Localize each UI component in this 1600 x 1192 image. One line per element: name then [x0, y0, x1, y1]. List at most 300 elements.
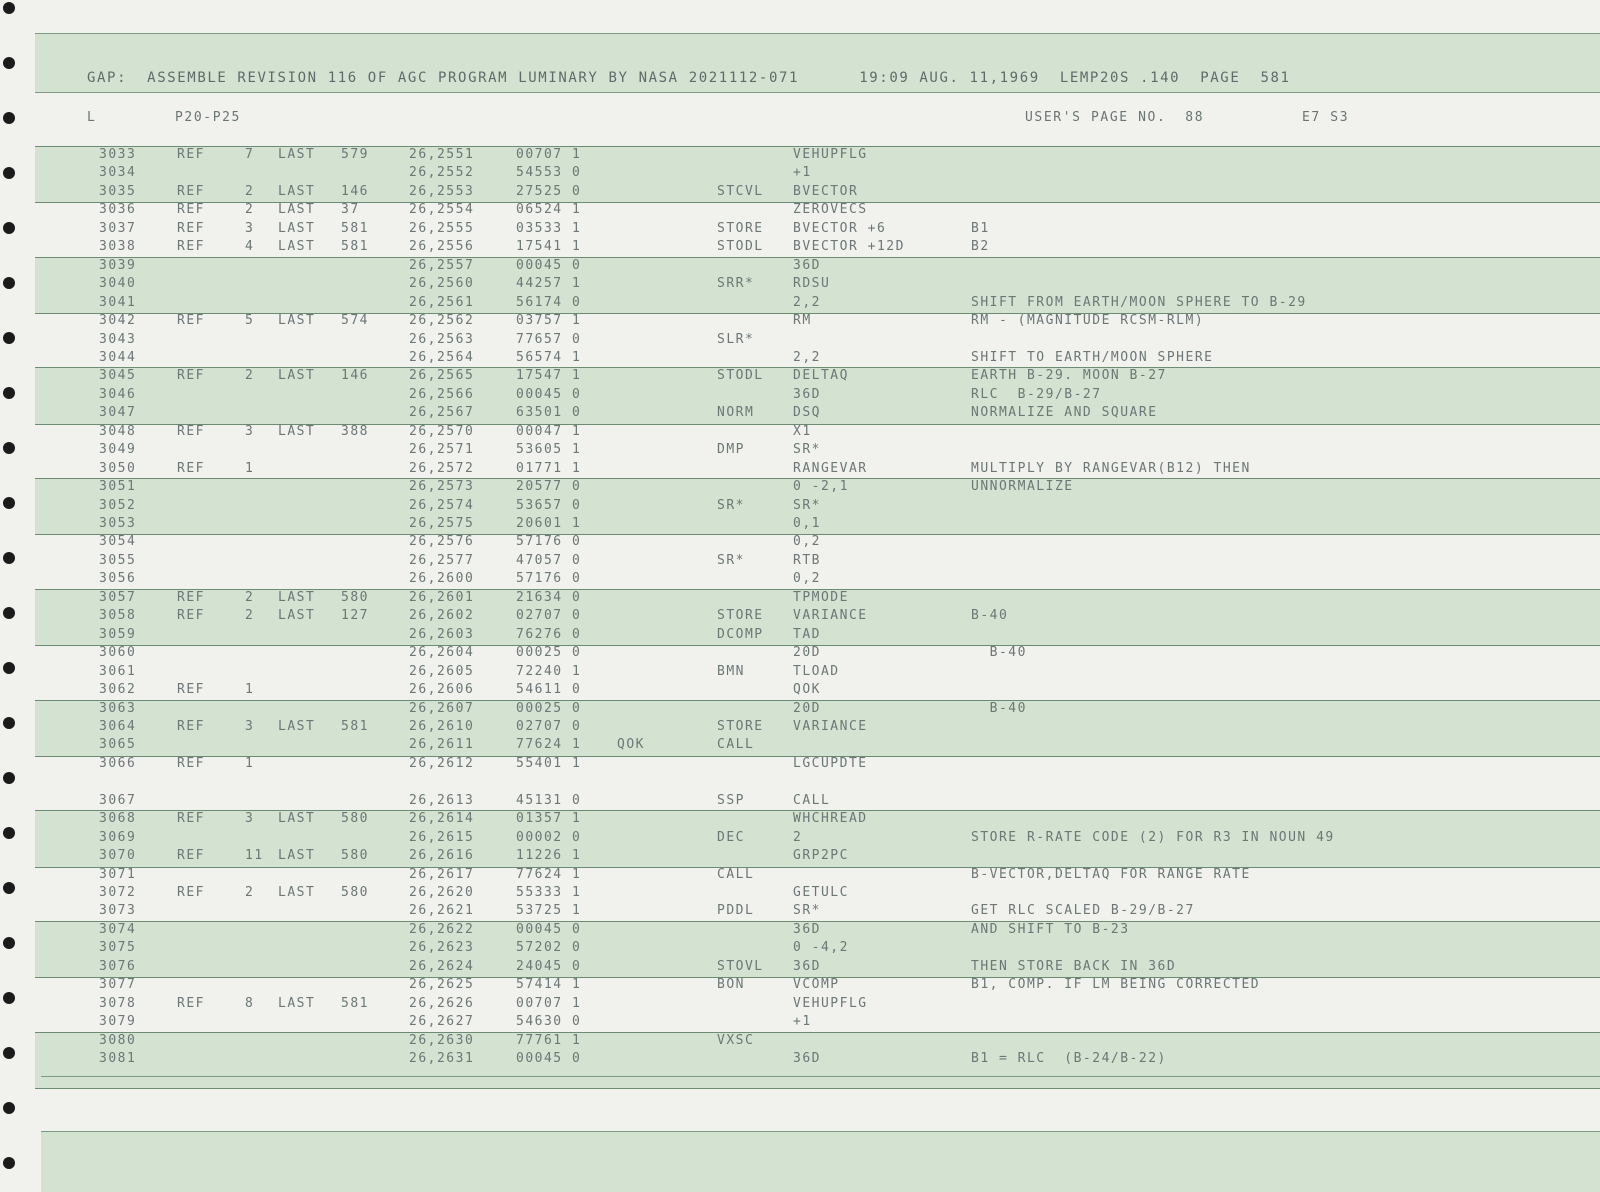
cell-ref: REF [177, 423, 205, 439]
cell-num: 3033 [99, 147, 137, 162]
cell-lastn: 580 [341, 848, 369, 864]
cell-num: 3044 [99, 349, 137, 365]
cell-addr: 26,2554 [409, 202, 475, 218]
cell-opnd: VEHUPFLG [793, 147, 868, 162]
cell-num: 3038 [99, 239, 137, 255]
cell-opnd: CALL [793, 792, 831, 808]
cell-opnd: TAD [793, 626, 821, 642]
cell-ref: REF [177, 220, 205, 236]
listing-row [35, 258, 1600, 276]
cell-lastn: 146 [341, 183, 369, 199]
cell-op: BON [717, 977, 745, 993]
listing-row [35, 221, 1600, 239]
cell-word: 20577 0 [516, 479, 582, 495]
cell-word: 53657 0 [516, 497, 582, 513]
cell-addr: 26,2611 [409, 737, 475, 753]
cell-addr: 26,2566 [409, 386, 475, 402]
cell-addr: 26,2614 [409, 811, 475, 827]
bottom-rule [41, 1076, 1600, 1077]
cell-last: LAST [278, 718, 316, 734]
feed-hole [3, 387, 15, 399]
cell-ref: REF [177, 147, 205, 162]
cell-op: DEC [717, 829, 745, 845]
cell-num: 3080 [99, 1032, 137, 1048]
cell-opnd: 2 [793, 829, 803, 845]
listing-row [35, 442, 1600, 460]
cell-num: 3067 [99, 792, 137, 808]
cell-word: 01771 1 [516, 460, 582, 476]
cell-opnd: 0,2 [793, 534, 821, 550]
listing-row [35, 793, 1600, 811]
cell-num: 3071 [99, 866, 137, 882]
cell-addr: 26,2551 [409, 147, 475, 162]
cell-opnd: RANGEVAR [793, 460, 868, 476]
feed-hole [3, 1102, 15, 1114]
cell-lastn: 580 [341, 885, 369, 900]
cell-refn: 2 [245, 183, 255, 199]
feed-hole [3, 2, 15, 14]
feed-hole [3, 222, 15, 234]
cell-last: LAST [278, 202, 316, 218]
cell-num: 3053 [99, 516, 137, 531]
cell-num: 3050 [99, 460, 137, 476]
listing-row [35, 1033, 1600, 1051]
cell-op: DCOMP [717, 626, 764, 642]
cell-op: PDDL [717, 903, 755, 919]
cell-word: 02707 0 [516, 718, 582, 734]
cell-opnd: 2,2 [793, 294, 821, 310]
listing-row [35, 996, 1600, 1014]
cell-num: 3066 [99, 755, 137, 771]
listing-row [35, 276, 1600, 294]
cell-addr: 26,2612 [409, 755, 475, 771]
cell-num: 3057 [99, 589, 137, 605]
cell-refn: 1 [245, 682, 255, 698]
cell-last: LAST [278, 239, 316, 255]
feed-hole [3, 992, 15, 1004]
cell-opnd: SR* [793, 442, 821, 458]
cell-ref: REF [177, 460, 205, 476]
cell-word: 00047 1 [516, 423, 582, 439]
listing-row [35, 590, 1600, 608]
cell-opnd: 36D [793, 921, 821, 937]
header-line [87, 70, 1291, 86]
cell-opnd: 36D [793, 958, 821, 974]
cell-addr: 26,2560 [409, 276, 475, 292]
cell-addr: 26,2552 [409, 165, 475, 181]
cell-lastn: 146 [341, 368, 369, 384]
cell-word: 77624 1 [516, 737, 582, 753]
cell-lastn: 388 [341, 423, 369, 439]
cell-num: 3037 [99, 220, 137, 236]
cell-cmt: AND SHIFT TO B-23 [971, 921, 1130, 937]
cell-addr: 26,2600 [409, 571, 475, 587]
feed-hole [3, 57, 15, 69]
listing-row [35, 165, 1600, 183]
cell-num: 3070 [99, 848, 137, 864]
cell-last: LAST [278, 848, 316, 864]
cell-addr: 26,2616 [409, 848, 475, 864]
cell-word: 45131 0 [516, 792, 582, 808]
listing-row [35, 295, 1600, 313]
cell-num: 3049 [99, 442, 137, 458]
cell-word: 57414 1 [516, 977, 582, 993]
cell-refn: 2 [245, 608, 255, 624]
cell-word: 02707 0 [516, 608, 582, 624]
cell-num: 3059 [99, 626, 137, 642]
cell-word: 53605 1 [516, 442, 582, 458]
cell-refn: 3 [245, 423, 255, 439]
cell-ref: REF [177, 183, 205, 199]
cell-ref: REF [177, 368, 205, 384]
cell-cmt: B1 = RLC (B-24/B-22) [971, 1051, 1167, 1067]
listing-row [35, 461, 1600, 479]
cell-word: 00045 0 [516, 257, 582, 273]
cell-word: 00707 1 [516, 995, 582, 1011]
feed-hole [3, 1047, 15, 1059]
cell-lastn: 581 [341, 995, 369, 1011]
cell-ref: REF [177, 608, 205, 624]
listing-row [35, 756, 1600, 774]
cell-addr: 26,2610 [409, 718, 475, 734]
feed-hole [3, 552, 15, 564]
listing-row [35, 184, 1600, 202]
listing-row [35, 903, 1600, 921]
cell-word: 55333 1 [516, 885, 582, 900]
cell-num: 3075 [99, 940, 137, 956]
cell-op: NORM [717, 405, 755, 421]
cell-op: STODL [717, 239, 764, 255]
feed-hole [3, 1157, 15, 1169]
cell-lastn: 580 [341, 589, 369, 605]
cell-op: STORE [717, 220, 764, 236]
header-title: GAP: ASSEMBLE REVISION 116 OF AGC PROGRAM LUMINARY BY NASA 2021112-071 [87, 70, 800, 86]
cell-lastn: 581 [341, 239, 369, 255]
cell-refn: 7 [245, 147, 255, 162]
cell-num: 3034 [99, 165, 137, 181]
listing-row [35, 387, 1600, 405]
cell-ref: REF [177, 755, 205, 771]
cell-addr: 26,2557 [409, 257, 475, 273]
cell-addr: 26,2631 [409, 1051, 475, 1067]
listing-row [35, 332, 1600, 350]
cell-num: 3046 [99, 386, 137, 402]
cell-num: 3061 [99, 663, 137, 679]
header-job: LEMP20S .140 [1059, 70, 1181, 86]
cell-opnd: 20D [793, 645, 821, 661]
tractor-feed-holes [0, 0, 28, 1190]
cell-num: 3035 [99, 183, 137, 199]
cell-opnd: +1 [793, 165, 812, 181]
cell-num: 3077 [99, 977, 137, 993]
cell-word: 47057 0 [516, 552, 582, 568]
cell-word: 77761 1 [516, 1032, 582, 1048]
cell-lastn: 37 [341, 202, 360, 218]
cell-addr: 26,2571 [409, 442, 475, 458]
cell-opnd: 0 -2,1 [793, 479, 849, 495]
users-page-number: 88 [1185, 110, 1205, 125]
listing-row [35, 239, 1600, 257]
users-page [1025, 110, 1204, 125]
cell-addr: 26,2626 [409, 995, 475, 1011]
cell-addr: 26,2573 [409, 479, 475, 495]
feed-hole [3, 112, 15, 124]
listing-row [35, 682, 1600, 700]
cell-op: STODL [717, 368, 764, 384]
cell-word: 00045 0 [516, 1051, 582, 1067]
cell-op: CALL [717, 737, 755, 753]
cell-addr: 26,2567 [409, 405, 475, 421]
cell-opnd: TLOAD [793, 663, 840, 679]
cell-cmt: B-40 [971, 700, 1027, 716]
listing-row [35, 479, 1600, 497]
cell-last: LAST [278, 313, 316, 329]
cell-num: 3072 [99, 885, 137, 900]
cell-ref: REF [177, 682, 205, 698]
cell-refn: 2 [245, 202, 255, 218]
cell-opnd: X1 [793, 423, 812, 439]
cell-word: 54611 0 [516, 682, 582, 698]
cell-num: 3052 [99, 497, 137, 513]
cell-word: 17547 1 [516, 368, 582, 384]
listing-row [35, 867, 1600, 885]
cell-addr: 26,2570 [409, 423, 475, 439]
listing-row [35, 313, 1600, 331]
listing-row [35, 848, 1600, 866]
feed-hole [3, 662, 15, 674]
cell-opnd: 36D [793, 257, 821, 273]
cell-last: LAST [278, 147, 316, 162]
cell-last: LAST [278, 220, 316, 236]
section-label: P20-P25 [175, 110, 241, 125]
cell-num: 3069 [99, 829, 137, 845]
feed-hole [3, 772, 15, 784]
cell-op: BMN [717, 663, 745, 679]
cell-opnd: SR* [793, 497, 821, 513]
cell-word: 44257 1 [516, 276, 582, 292]
feed-hole [3, 717, 15, 729]
feed-hole [3, 497, 15, 509]
cell-addr: 26,2563 [409, 331, 475, 347]
listing-row [35, 1051, 1600, 1069]
listing-row [35, 516, 1600, 534]
cell-lastn: 581 [341, 220, 369, 236]
cell-opnd: 0,2 [793, 571, 821, 587]
listing-row [35, 553, 1600, 571]
cell-word: 57176 0 [516, 571, 582, 587]
cell-addr: 26,2622 [409, 921, 475, 937]
cell-word: 77624 1 [516, 866, 582, 882]
listing-row [35, 922, 1600, 940]
cell-addr: 26,2613 [409, 792, 475, 808]
cell-addr: 26,2577 [409, 552, 475, 568]
cell-cmt: B-VECTOR,DELTAQ FOR RANGE RATE [971, 866, 1251, 882]
cell-refn: 2 [245, 589, 255, 605]
cell-word: 54630 0 [516, 1014, 582, 1030]
page-number: 581 [1260, 70, 1291, 86]
cell-word: 56174 0 [516, 294, 582, 310]
cell-lastn: 581 [341, 718, 369, 734]
cell-addr: 26,2553 [409, 183, 475, 199]
cell-num: 3062 [99, 682, 137, 698]
cell-addr: 26,2556 [409, 239, 475, 255]
cell-op: CALL [717, 866, 755, 882]
cell-lastn: 574 [341, 313, 369, 329]
cell-cmt: B-40 [971, 645, 1027, 661]
cell-word: 11226 1 [516, 848, 582, 864]
cell-opnd: BVECTOR +12D [793, 239, 905, 255]
listing-row [35, 830, 1600, 848]
cell-num: 3042 [99, 313, 137, 329]
feed-hole [3, 937, 15, 949]
cell-opnd: GETULC [793, 885, 849, 900]
cell-addr: 26,2561 [409, 294, 475, 310]
cell-refn: 11 [245, 848, 264, 864]
feed-hole [3, 442, 15, 454]
cell-addr: 26,2603 [409, 626, 475, 642]
listing-row [35, 959, 1600, 977]
cell-word: 00707 1 [516, 147, 582, 162]
printout-sheet [35, 0, 1600, 1190]
cell-num: 3048 [99, 423, 137, 439]
cell-num: 3065 [99, 737, 137, 753]
cell-op: SSP [717, 792, 745, 808]
cell-ref: REF [177, 885, 205, 900]
cell-refn: 2 [245, 368, 255, 384]
cell-ref: REF [177, 589, 205, 605]
cell-opnd: 36D [793, 386, 821, 402]
cell-addr: 26,2562 [409, 313, 475, 329]
cell-cmt: RLC B-29/B-27 [971, 386, 1102, 402]
cell-num: 3073 [99, 903, 137, 919]
cell-opnd: TPMODE [793, 589, 849, 605]
page-label: PAGE [1200, 70, 1241, 86]
cell-opnd: BVECTOR [793, 183, 859, 199]
cell-opnd: RDSU [793, 276, 831, 292]
listing-row [35, 405, 1600, 423]
header-timestamp: 19:09 AUG. 11,1969 [859, 70, 1040, 86]
cell-word: 20601 1 [516, 516, 582, 531]
cell-addr: 26,2621 [409, 903, 475, 919]
cell-lastn: 580 [341, 811, 369, 827]
cell-op: SR* [717, 497, 745, 513]
cell-refn: 2 [245, 885, 255, 900]
cell-word: 01357 1 [516, 811, 582, 827]
cell-refn: 4 [245, 239, 255, 255]
cell-addr: 26,2575 [409, 516, 475, 531]
cell-num: 3036 [99, 202, 137, 218]
cell-num: 3076 [99, 958, 137, 974]
cell-cmt: UNNORMALIZE [971, 479, 1074, 495]
cell-num: 3074 [99, 921, 137, 937]
cell-word: 57176 0 [516, 534, 582, 550]
cell-refn: 3 [245, 220, 255, 236]
cell-word: 00025 0 [516, 645, 582, 661]
listing-row [35, 350, 1600, 368]
listing-row [35, 977, 1600, 995]
cell-ref: REF [177, 202, 205, 218]
cell-num: 3058 [99, 608, 137, 624]
cell-num: 3056 [99, 571, 137, 587]
cell-word: 24045 0 [516, 958, 582, 974]
cell-addr: 26,2572 [409, 460, 475, 476]
cell-cmt: GET RLC SCALED B-29/B-27 [971, 903, 1195, 919]
cell-opnd: +1 [793, 1014, 812, 1030]
cell-ref: REF [177, 995, 205, 1011]
cell-opnd: VARIANCE [793, 608, 868, 624]
cell-addr: 26,2565 [409, 368, 475, 384]
cell-word: 56574 1 [516, 349, 582, 365]
cell-addr: 26,2606 [409, 682, 475, 698]
cell-opnd: 2,2 [793, 349, 821, 365]
cell-num: 3040 [99, 276, 137, 292]
right-code: E7 S3 [1302, 110, 1350, 125]
left-code: L [87, 110, 97, 125]
cell-op: DMP [717, 442, 745, 458]
listing-row [35, 664, 1600, 682]
listing-row [35, 719, 1600, 737]
cell-num: 3045 [99, 368, 137, 384]
cell-refn: 1 [245, 460, 255, 476]
cell-num: 3055 [99, 552, 137, 568]
cell-cmt: EARTH B-29. MOON B-27 [971, 368, 1167, 384]
cell-word: 03757 1 [516, 313, 582, 329]
cell-lbl: QOK [617, 737, 645, 753]
cell-word: 17541 1 [516, 239, 582, 255]
cell-last: LAST [278, 368, 316, 384]
cell-word: 27525 0 [516, 183, 582, 199]
listing-row [35, 424, 1600, 442]
cell-word: 00045 0 [516, 386, 582, 402]
cell-opnd: BVECTOR +6 [793, 220, 887, 236]
cell-addr: 26,2617 [409, 866, 475, 882]
listing-row [35, 627, 1600, 645]
cell-cmt: B2 [971, 239, 990, 255]
cell-ref: REF [177, 718, 205, 734]
cell-addr: 26,2576 [409, 534, 475, 550]
listing-row [35, 498, 1600, 516]
cell-op: VXSC [717, 1032, 755, 1048]
cell-op: SR* [717, 552, 745, 568]
listing-row [35, 534, 1600, 552]
cell-word: 63501 0 [516, 405, 582, 421]
cell-opnd: 0,1 [793, 516, 821, 531]
listing-row [35, 940, 1600, 958]
cell-opnd: RTB [793, 552, 821, 568]
cell-addr: 26,2620 [409, 885, 475, 900]
cell-last: LAST [278, 885, 316, 900]
cell-word: 77657 0 [516, 331, 582, 347]
cell-opnd: 36D [793, 1051, 821, 1067]
cell-word: 03533 1 [516, 220, 582, 236]
cell-opnd: WHCHREAD [793, 811, 868, 827]
cell-opnd: LGCUPDTE [793, 755, 868, 771]
cell-opnd: VARIANCE [793, 718, 868, 734]
cell-cmt: SHIFT FROM EARTH/MOON SPHERE TO B-29 [971, 294, 1307, 310]
cell-last: LAST [278, 811, 316, 827]
cell-num: 3043 [99, 331, 137, 347]
listing-row [35, 571, 1600, 589]
cell-cmt: B1, COMP. IF LM BEING CORRECTED [971, 977, 1261, 993]
cell-opnd: RM [793, 313, 812, 329]
cell-addr: 26,2574 [409, 497, 475, 513]
feed-hole [3, 277, 15, 289]
cell-word: 00002 0 [516, 829, 582, 845]
cell-ref: REF [177, 239, 205, 255]
listing-row [35, 885, 1600, 903]
cell-num: 3079 [99, 1014, 137, 1030]
cell-num: 3064 [99, 718, 137, 734]
